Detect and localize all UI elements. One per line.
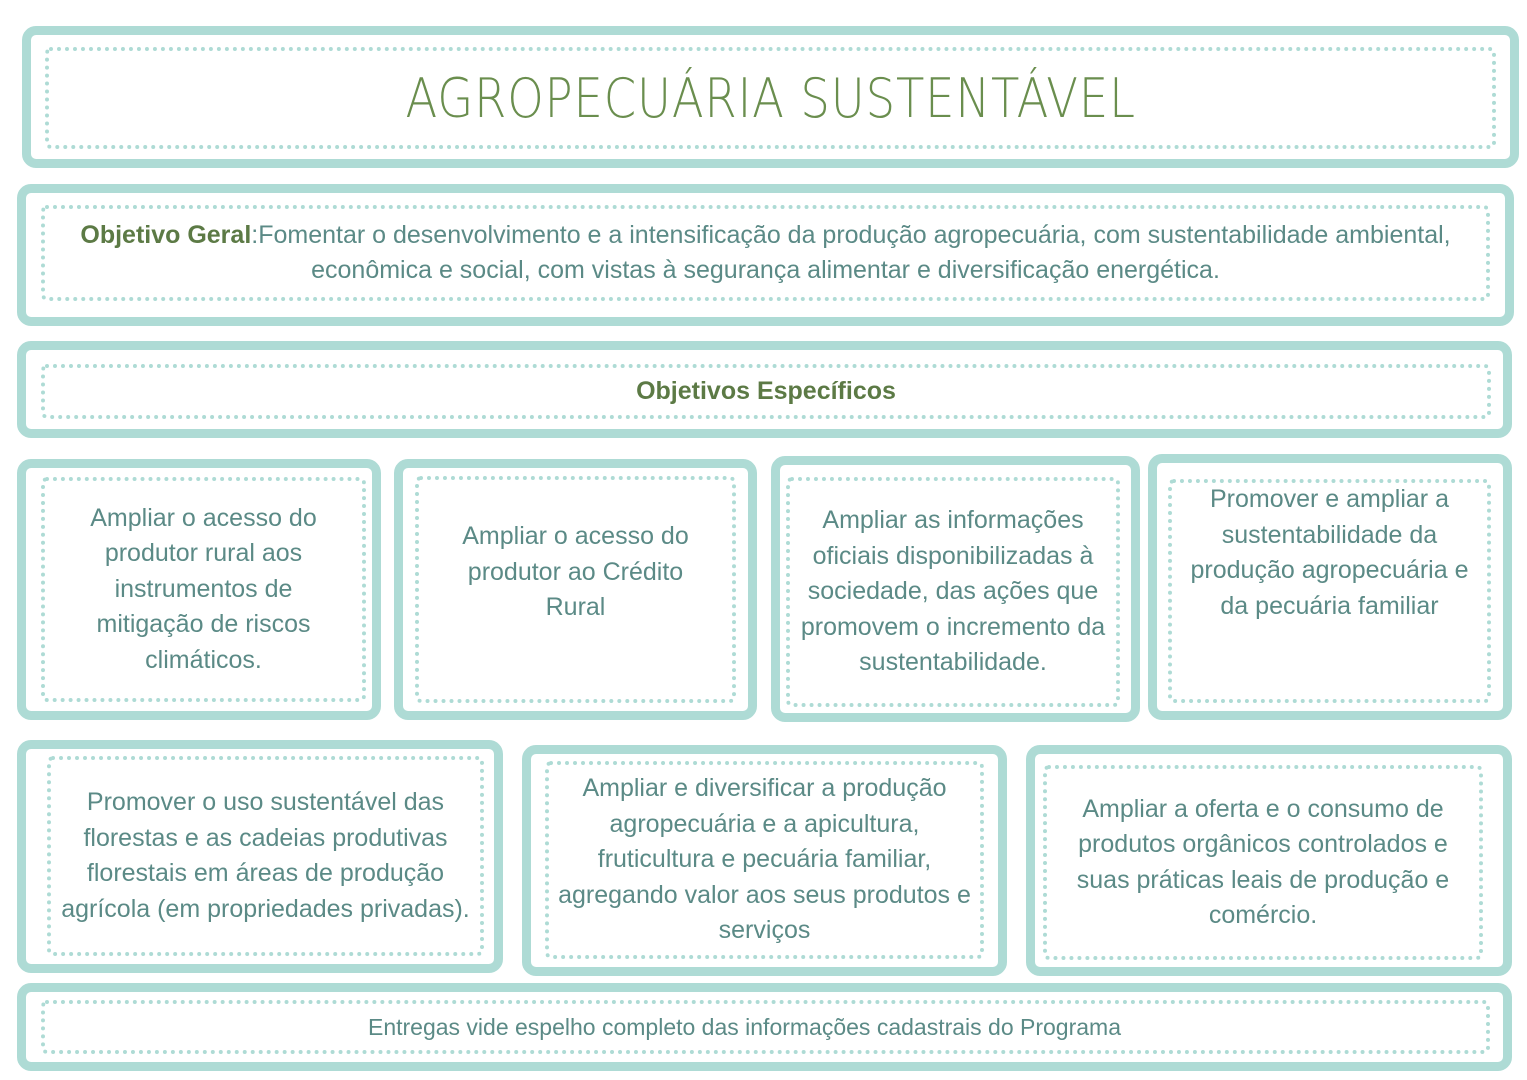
objetivo-geral-text bbox=[45, 218, 1486, 288]
title-panel bbox=[22, 26, 1519, 168]
section-title: Objetivos Específicos bbox=[636, 377, 896, 405]
objetivo-text: Ampliar o acesso do produtor rural aos instrumentos de mitigação de riscos climáticos. bbox=[90, 503, 317, 674]
objetivo-geral-separator: : bbox=[251, 221, 259, 249]
objetivo-geral-body: Fomentar o desenvolvimento e a intensificação da produção agropecuária, com sustentabilidade ambiental, econômica e social, com vistas à segurança alimentar e diversificação energética. bbox=[258, 221, 1451, 284]
title-frame bbox=[45, 47, 1496, 149]
section-header-frame bbox=[41, 364, 1491, 419]
objetivo-card-frame bbox=[786, 477, 1120, 707]
objetivo-card bbox=[17, 459, 381, 720]
objetivo-geral-frame bbox=[41, 205, 1490, 301]
objetivo-geral-label: Objetivo Geral bbox=[80, 221, 252, 249]
section-header-panel bbox=[17, 341, 1512, 438]
page-title: AGROPECUÁRIA SUSTENTÁVEL bbox=[405, 66, 1136, 130]
objetivo-text: Promover e ampliar a sustentabilidade da produção agropecuária e da pecuária familiar bbox=[1190, 485, 1469, 620]
objetivo-card bbox=[771, 456, 1140, 722]
objetivo-card-frame bbox=[41, 477, 366, 702]
objetivo-card-frame bbox=[415, 476, 736, 703]
objetivo-text: Ampliar e diversificar a produção agropecuária e a apicultura, fruticultura e pecuária familiar, agregando valor aos seus produtos e serviços bbox=[558, 774, 971, 945]
objetivo-card bbox=[1148, 454, 1512, 720]
objetivo-card bbox=[522, 745, 1007, 976]
objetivo-card bbox=[17, 740, 503, 973]
objetivo-text: Promover o uso sustentável das florestas e as cadeias produtivas florestais em áreas de produção agrícola (em propriedades privadas). bbox=[61, 788, 470, 923]
objetivo-card-frame bbox=[1043, 765, 1483, 960]
objetivo-text: Ampliar o acesso do produtor ao Crédito Rural bbox=[462, 522, 689, 622]
footer-panel bbox=[17, 983, 1512, 1071]
objetivo-card-frame bbox=[545, 761, 984, 959]
objetivo-card bbox=[1026, 745, 1512, 976]
objetivo-card-frame bbox=[1168, 479, 1491, 703]
objetivo-text: Ampliar as informações oficiais disponibilizadas à sociedade, das ações que promovem o incremento da sustentabilidade. bbox=[800, 506, 1106, 677]
objetivo-geral-panel bbox=[17, 184, 1514, 326]
footer-text: Entregas vide espelho completo das informações cadastrais do Programa bbox=[367, 1013, 1121, 1040]
objetivo-card-frame bbox=[47, 756, 484, 956]
footer-frame bbox=[41, 1000, 1490, 1054]
objetivo-card bbox=[394, 459, 757, 720]
objetivo-text: Ampliar a oferta e o consumo de produtos orgânicos controlados e suas práticas leais de produção e comércio. bbox=[1076, 794, 1450, 929]
